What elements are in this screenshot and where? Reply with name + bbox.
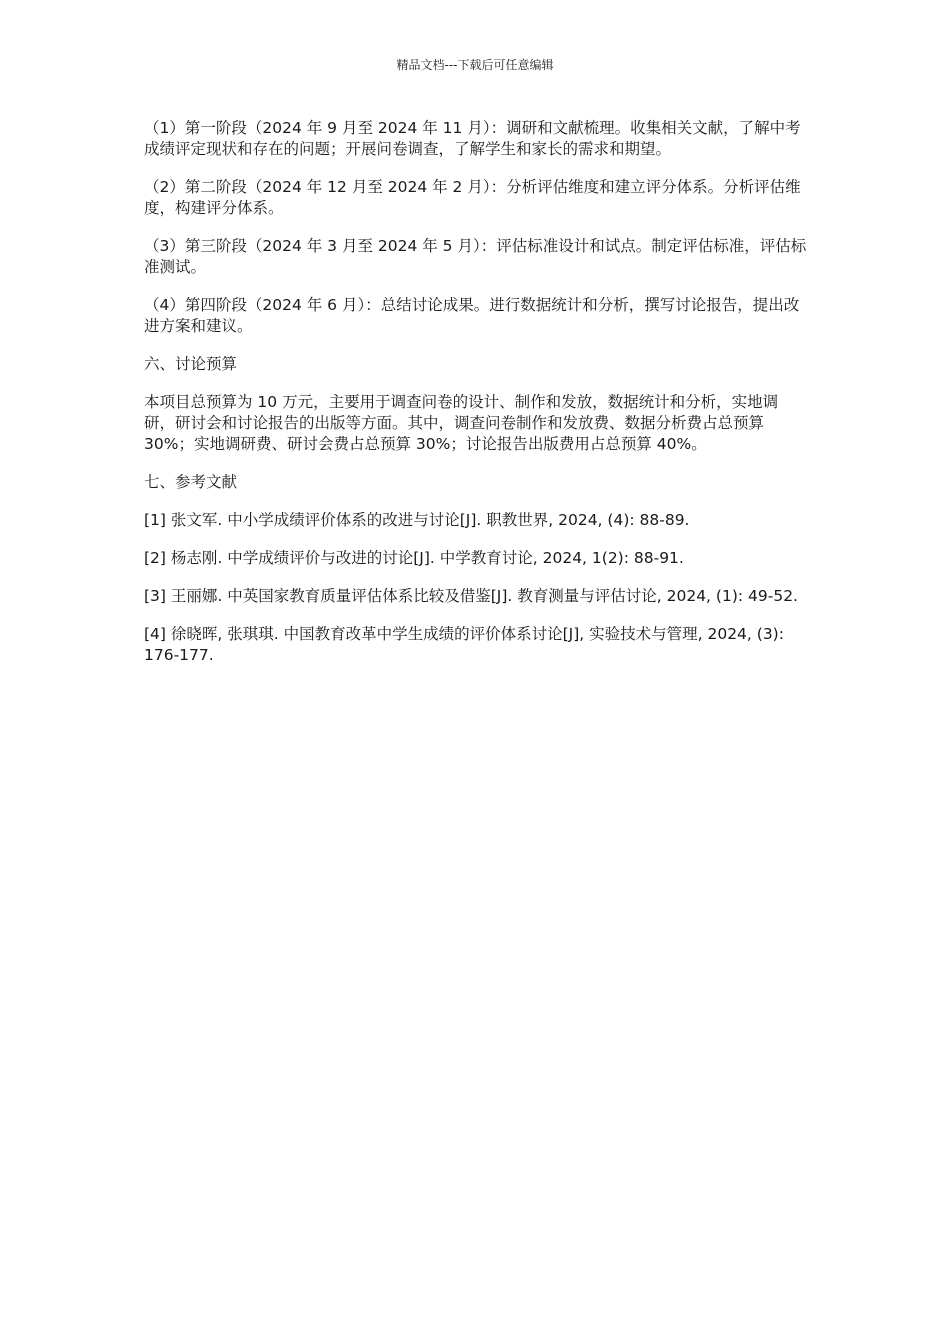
references-heading: 七、参考文献 [144,473,238,491]
page-header: 精品文档---下载后可任意编辑 [396,58,554,72]
stage-4-paragraph: （4）第四阶段（2024 年 6 月）：总结讨论成果。进行数据统计和分析，撰写讨论报告，提出改进方案和建议。 [144,296,800,335]
reference-item-2: [2] 杨志刚. 中学成绩评价与改进的讨论[J]. 中学教育讨论, 2024, 1(2): 88-91. [144,549,684,567]
reference-item-4: [4] 徐晓晖, 张琪琪. 中国教育改革中学生成绩的评价体系讨论[J], 实验技术与管理, 2024, (3): 176-177. [144,625,784,664]
document-body [144,118,809,683]
stage-3-paragraph: （3）第三阶段（2024 年 3 月至 2024 年 5 月）：评估标准设计和试点。制定评估标准，评估标准测试。 [144,237,807,276]
reference-item-1: [1] 张文军. 中小学成绩评价体系的改进与讨论[J]. 职教世界, 2024, (4): 88-89. [144,511,690,529]
budget-paragraph: 本项目总预算为 10 万元，主要用于调查问卷的设计、制作和发放，数据统计和分析，实地调研，研讨会和讨论报告的出版等方面。其中，调查问卷制作和发放费、数据分析费占总预算 30%；实地调研费、研讨会费占总预算 30%；讨论报告出版费用占总预算 40%。 [144,393,779,453]
budget-heading: 六、讨论预算 [144,355,238,373]
reference-item-3: [3] 王丽娜. 中英国家教育质量评估体系比较及借鉴[J]. 教育测量与评估讨论, 2024, (1): 49-52. [144,587,798,605]
stage-1-paragraph: （1）第一阶段（2024 年 9 月至 2024 年 11 月）：调研和文献梳理。收集相关文献，了解中考成绩评定现状和存在的问题；开展问卷调查，了解学生和家长的需求和期望。 [144,119,801,158]
stage-2-paragraph: （2）第二阶段（2024 年 12 月至 2024 年 2 月）：分析评估维度和建立评分体系。分析评估维度，构建评分体系。 [144,178,801,217]
